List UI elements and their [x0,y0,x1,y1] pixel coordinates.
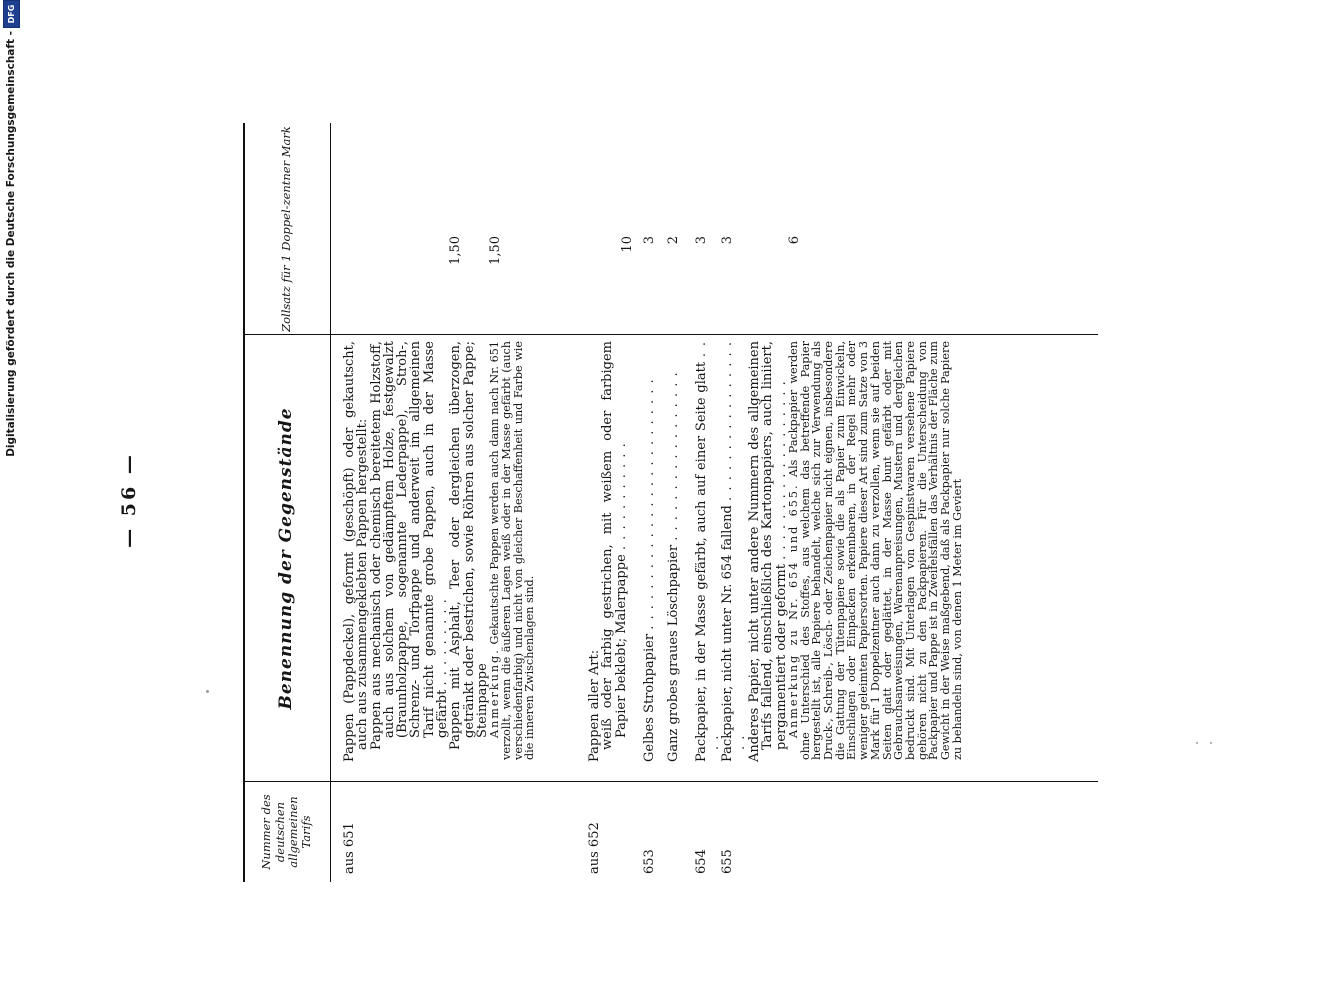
header-number: Nummer des deutschen allgemeinen Tarifs [259,794,314,870]
page-number: — 56 — [118,452,140,548]
row-line: Pappen (Pappdeckel), geformt (geschöpft) oder gekautscht, auch aus zusammengeklebten Pappen hergestellt: [342,341,371,762]
row-description [588,341,628,774]
leader-dots: . . . . [694,340,723,750]
row-description [748,341,963,774]
duty-rate: 10 [620,236,635,253]
tariff-number: 655 [720,849,735,874]
row-line-text: Ganz grobes graues Löschpapier [666,544,681,762]
digitization-footer [2,0,20,600]
row-description [695,341,722,774]
leader-dots: . . . . . . . . . . . . . . . . . . [720,341,749,750]
note-label: Anmerkung zu Nr. 654 und 655. [786,483,800,738]
note-text: Als Packpapier werden ohne Unterschied des Stoffes, aus welchem das betreffende Papier hergestellt ist, alle Papiere behandelt, welche sich zur Verwendung als Druck-, Schreib-, Lösch- oder Zeichenpapier nicht eignen, insbesondere die Gattung der Tütenpapiere sowie die als Papier zum Einwickeln, Einschlagen oder Einpacken erkennbaren, in der Regel mehr oder weniger geleimten Papiersorten. Papiere dieser Art sind zum Satze von 3 Mark für 1 Doppelzentner auch dann zu verzollen, wenn sie auf beiden Seiten glatt oder geglättet, in der Masse bunt gefärbt oder mit Gebrauchsanweisungen, Warenanpreisungen, Mustern und dergleichen bedruckt sind. Mit Unterlagen von Gespinstwaren versehene Papiere gehören nicht zu den Packpapieren. Für die Unterscheidung von Packpapier und Pappe ist in Zweifelsfällen das Verhältnis der Fläche zum Gewicht in der Weise maßgebend, daß als Packpapier nur solche Papiere zu behandeln sind, von denen 1 Meter im Geviert [786,341,964,760]
row-line-text: weiß oder farbig gestrichen, mit weißem oder farbigem Papier beklebt; Malerpappe [600,341,629,750]
tariff-number: aus 652 [587,822,602,874]
tariff-number: 654 [694,849,709,874]
leader-dots: . . . . . . . . . . . [613,442,629,551]
row-note [489,341,536,774]
row-line [721,341,748,774]
row-line: Pappen mit Asphalt, Teer oder dergleichen überzogen, getränkt oder bestrichen, sowie Röhren aus solcher Pappe; Steinpappe [448,341,490,750]
row-line-text: Pappen aus mechanisch oder chemisch bereitetem Holzstoff, auch aus solchem von gedämpftem Holze, festgewalzt (Braunholzpappe, sogenannte Lederpappe), Stroh-, Schrenz- und Torfpappe und anderweit im allgemeinen Tarif nicht genannte grobe Pappen, auch in der Masse gefärbt [368,341,451,750]
duty-rate: 6 [787,236,802,245]
duty-rate: 2 [666,236,681,245]
row-line-text: Packpapier, nicht unter Nr. 654 fallend [720,505,735,762]
row-description [721,341,748,774]
row-line [601,341,628,774]
leader-dots: . . . . . . . . . [435,598,451,686]
row-description [667,341,680,774]
row-line-text: Gelbes Strohpapier [642,633,657,762]
header-description: Benennung der Gegenstände [276,407,297,710]
duty-rate: 3 [694,236,709,245]
tariff-number: 653 [642,849,657,874]
note-label: Anmerkung. [488,648,502,738]
table-header-rule [330,123,331,882]
row-line-text: Anderes Papier, nicht unter andere Nummern des allgemeinen Tarifs fallend, einschließlich des Kartonpapiers, auch liniiert, pergamentiert oder geformt [747,341,789,762]
scan-speck [1210,742,1212,744]
note-text: Gekautschte Pappen werden auch dann nach Nr. 651 verzollt, wenn die äußeren Lagen weiß oder in der Masse gefärbt (auch verschiedenfarbig) und nicht von gleicher Beschaffenheit und Farbe wie die inneren Zwischenlagen sind. [488,341,537,760]
scan-speck [1196,742,1198,744]
row-line [748,341,788,774]
duty-rate: 3 [720,236,735,245]
row-description [643,341,656,774]
leader-dots: . . . . . . . . . . . . . . . . . . . . . . . . . [642,378,657,630]
tariff-table [243,123,1098,882]
leader-dots: . . . . . . . . . . . . . . . . . [666,371,681,541]
dfg-logo: DFG [3,0,20,28]
column-divider [243,334,1098,335]
duty-rate: 3 [642,236,657,245]
row-line-text: Packpapier, in der Masse gefärbt, auch auf einer Seite glatt [694,361,709,762]
header-duty: Zollsatz für 1 Doppel-zentner Mark [279,126,294,332]
row-line [667,341,680,774]
row-line [370,341,450,774]
row-line [643,341,656,774]
tariff-number: aus 651 [342,822,357,874]
leader-dots: . . . . . . . . . . . . . . . . . . [773,380,789,560]
row-note [788,341,964,774]
row-line [695,341,722,774]
column-divider [243,781,1098,782]
row-description [343,341,536,774]
duty-rate: 1,50 [488,236,503,265]
duty-rate: 1,50 [448,236,463,265]
footer-text: Digitalisierung gefördert durch die Deutsche Forschungsgemeinschaft - [5,31,17,457]
row-line: Pappen aller Art: [587,649,602,762]
